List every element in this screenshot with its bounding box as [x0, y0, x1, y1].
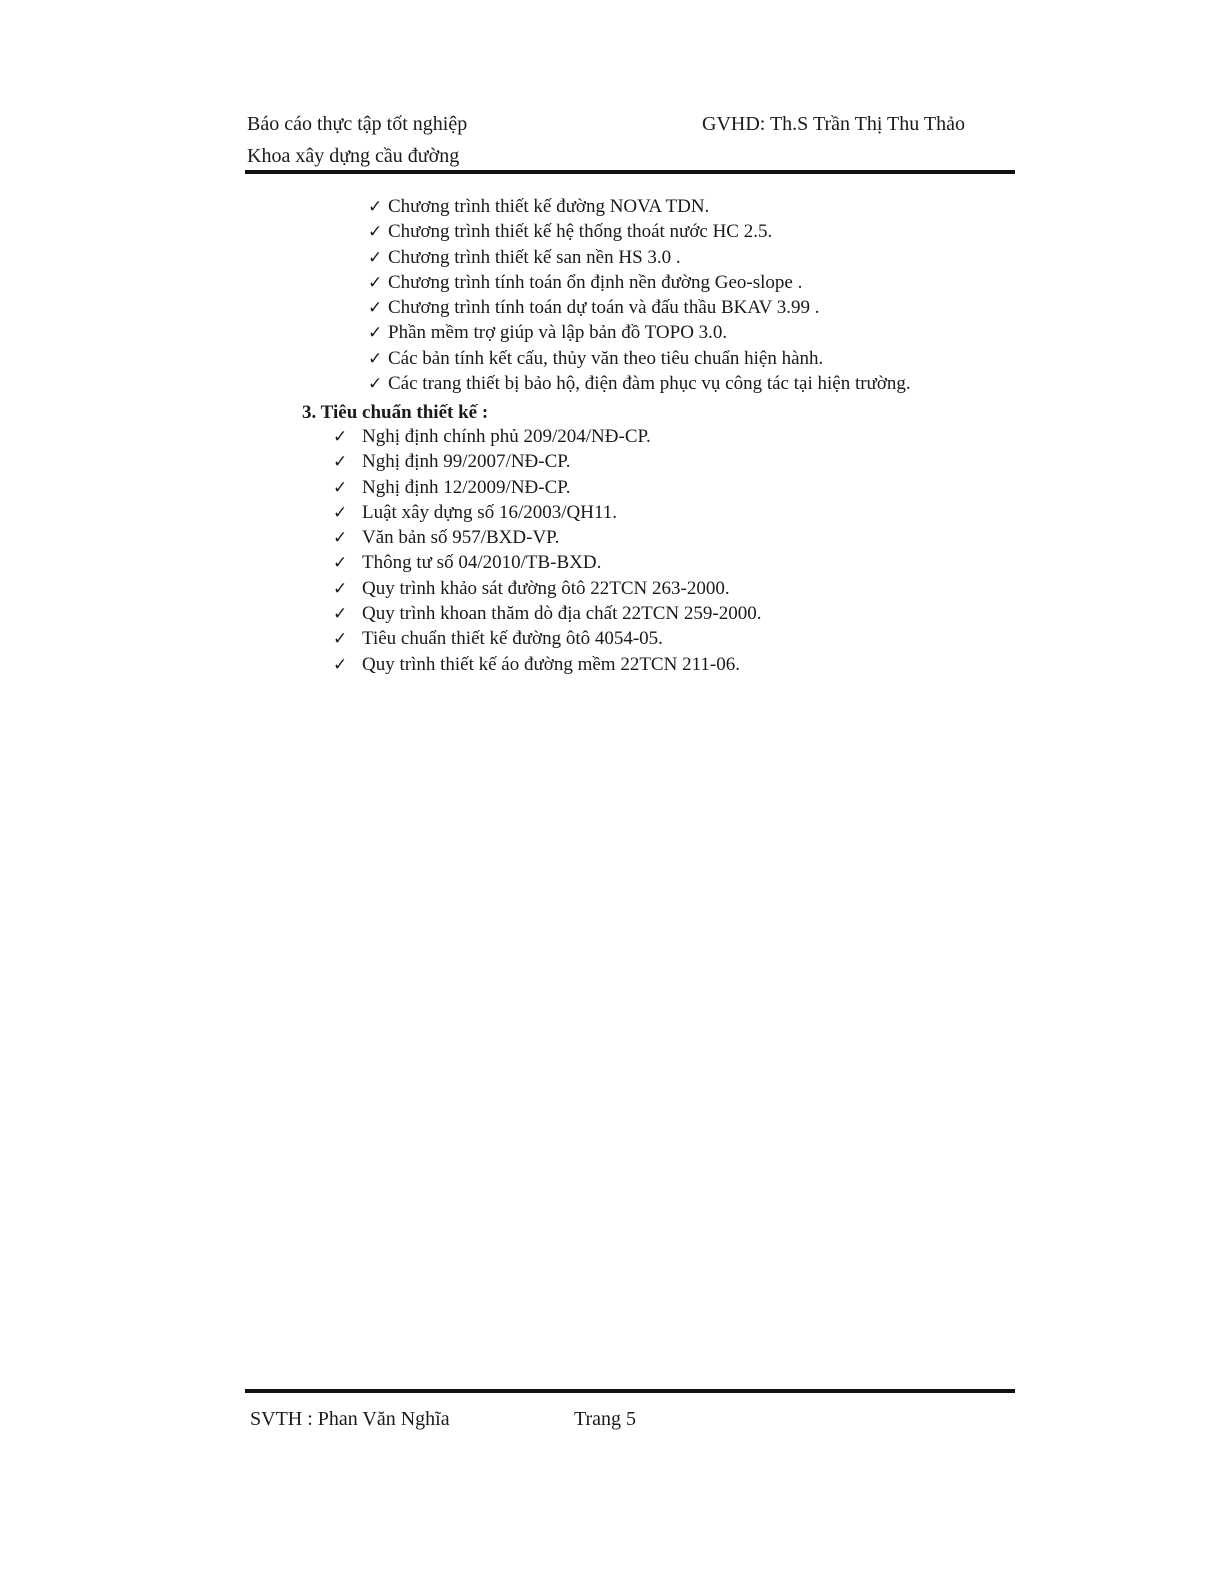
check-icon: ✓ [333, 553, 348, 574]
check-icon: ✓ [333, 654, 348, 675]
check-icon: ✓ [333, 502, 348, 523]
header-left [247, 108, 467, 172]
check-icon: ✓ [333, 477, 348, 498]
list-item-text: Thông tư số 04/2010/TB-BXD. [362, 552, 602, 574]
list-item-text: Nghị định chính phủ 209/204/NĐ-CP. [362, 426, 651, 447]
list-item-text: Các bản tính kết cấu, thủy văn theo tiêu chuẩn hiện hành. [388, 347, 824, 369]
list-item [333, 424, 761, 449]
list-item-text: Chương trình thiết kế đường NOVA TDN. [388, 196, 710, 217]
list-item [333, 626, 761, 651]
list-item [368, 194, 911, 219]
check-icon: ✓ [368, 323, 383, 344]
header-divider [245, 170, 1015, 174]
footer-divider [245, 1389, 1015, 1393]
check-icon: ✓ [368, 222, 383, 243]
list-item-text: Quy trình khoan thăm dò địa chất 22TCN 259-2000. [362, 603, 762, 625]
list-item [368, 245, 911, 270]
check-icon: ✓ [368, 348, 383, 369]
student-name: SVTH : Phan Văn Nghĩa [250, 1408, 450, 1430]
list-item [333, 576, 761, 601]
list-item [333, 475, 761, 500]
list-item-text: Luật xây dựng số 16/2003/QH11. [362, 501, 617, 523]
page-number: Trang 5 [574, 1408, 637, 1430]
list-item-text: Quy trình khảo sát đường ôtô 22TCN 263-2000. [362, 577, 730, 599]
list-item-text: Chương trình thiết kế san nền HS 3.0 . [388, 246, 681, 268]
list-item-text: Tiêu chuẩn thiết kế đường ôtô 4054-05. [362, 628, 663, 650]
standards-list [333, 424, 761, 677]
list-item-text: Nghị định 99/2007/NĐ-CP. [362, 451, 571, 473]
list-item [333, 652, 761, 677]
supervisor-name: GVHD: Th.S Trần Thị Thu Thảo [702, 113, 965, 135]
report-title: Báo cáo thực tập tốt nghiệp [247, 113, 468, 135]
list-item-text: Quy trình thiết kế áo đường mềm 22TCN 211-06. [362, 653, 740, 675]
list-item [368, 270, 911, 295]
section-heading: 3. Tiêu chuẩn thiết kế : [302, 402, 489, 423]
list-item-text: Chương trình tính toán ổn định nền đường Geo-slope . [388, 271, 803, 293]
check-icon: ✓ [368, 272, 383, 293]
check-icon: ✓ [333, 452, 348, 473]
list-item-text: Phần mềm trợ giúp và lập bản đồ TOPO 3.0. [388, 322, 728, 344]
check-icon: ✓ [368, 298, 383, 319]
check-icon: ✓ [368, 374, 383, 395]
list-item [368, 346, 911, 371]
list-item [333, 525, 761, 550]
list-item [333, 500, 761, 525]
list-item-text: Nghị định 12/2009/NĐ-CP. [362, 476, 571, 498]
check-icon: ✓ [368, 197, 383, 217]
list-item-text: Văn bản số 957/BXD-VP. [362, 527, 560, 549]
list-item [368, 371, 911, 396]
list-item-text: Chương trình thiết kế hệ thống thoát nước HC 2.5. [388, 221, 773, 243]
list-item [368, 320, 911, 345]
software-list [368, 194, 911, 396]
check-icon: ✓ [368, 247, 383, 268]
check-icon: ✓ [333, 427, 348, 447]
list-item-text: Chương trình tính toán dự toán và đấu thầu BKAV 3.99 . [388, 297, 820, 319]
list-item [333, 449, 761, 474]
check-icon: ✓ [333, 578, 348, 599]
list-item-text: Các trang thiết bị bảo hộ, điện đàm phục vụ công tác tại hiện trường. [388, 373, 911, 395]
check-icon: ✓ [333, 528, 348, 549]
list-item [368, 295, 911, 320]
faculty-name: Khoa xây dựng cầu đường [247, 145, 460, 167]
check-icon: ✓ [333, 604, 348, 625]
check-icon: ✓ [333, 629, 348, 650]
list-item [333, 601, 761, 626]
list-item [368, 219, 911, 244]
list-item [333, 550, 761, 575]
